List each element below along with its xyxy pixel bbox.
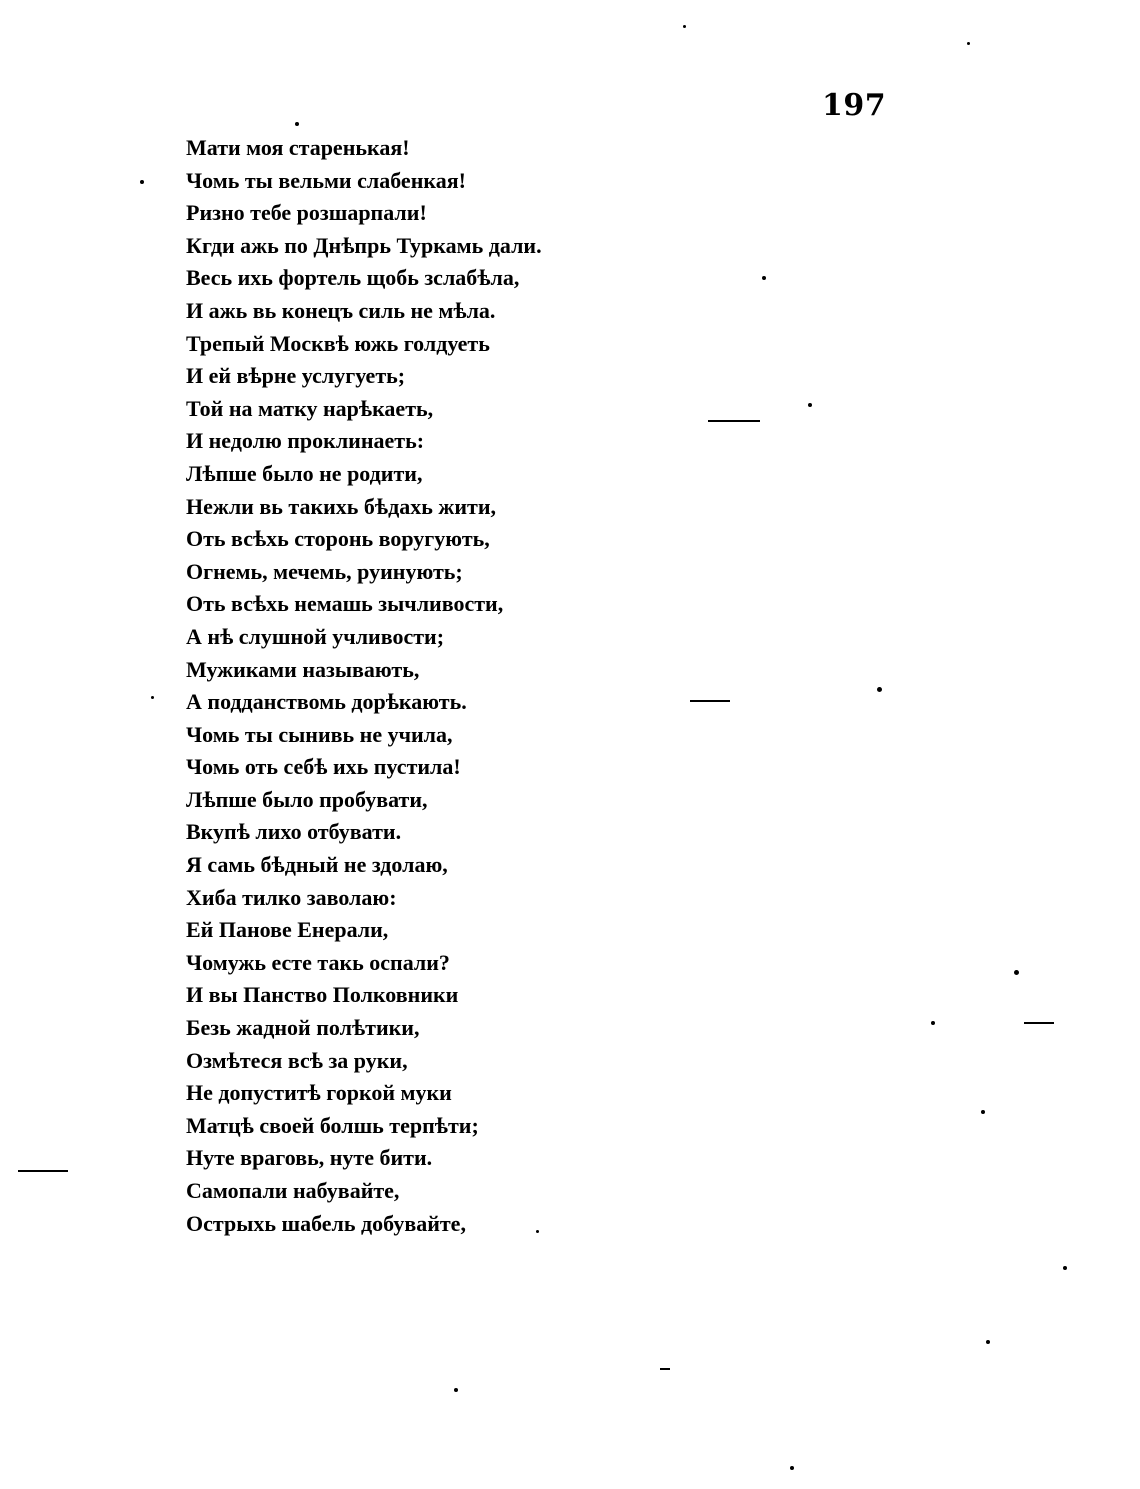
poem-line: И вы Панство Полковники: [186, 982, 459, 1008]
scan-dash: [18, 1170, 68, 1172]
poem-line: Кгди ажь по Днѣпрь Туркамь дали.: [186, 232, 542, 258]
scan-dash: [708, 420, 760, 422]
scan-speck: [931, 1021, 935, 1025]
scan-speck: [295, 122, 299, 126]
poem-line: И ей вѣрне услугуеть;: [186, 363, 406, 389]
poem-line: Оть всѣхь немашь зычливости,: [186, 591, 504, 617]
scan-speck: [1014, 970, 1019, 975]
scan-speck: [762, 276, 766, 280]
poem-line: А подданствомь дорѣкають.: [186, 689, 467, 715]
scan-speck: [454, 1388, 458, 1392]
poem-line: Самопали набувайте,: [186, 1178, 400, 1203]
scan-speck: [140, 180, 144, 184]
poem-line: Лѣпше было пробувати,: [186, 786, 428, 812]
scan-speck: [877, 687, 882, 692]
poem-line: Чомь оть себѣ ихь пустила!: [186, 754, 461, 780]
poem-line: Ей Панове Енерали,: [186, 917, 389, 943]
poem-line: Ризно тебе розшарпали!: [186, 200, 427, 226]
poem-line: Лѣпше было не родити,: [186, 460, 423, 486]
poem-line: Оть всѣхь сторонь воругують,: [186, 526, 490, 552]
scan-speck: [536, 1230, 539, 1233]
poem-line: И недолю проклинаеть:: [186, 428, 425, 454]
poem-line: Чомь ты сынивь не учила,: [186, 721, 453, 747]
scan-speck: [981, 1110, 985, 1114]
scan-speck: [986, 1340, 990, 1344]
scan-speck: [967, 42, 970, 45]
scan-dash: [690, 700, 730, 702]
poem-line: Матцѣ своей болшь терпѣти;: [186, 1112, 479, 1138]
poem-line: Вкупѣ лихо отбувати.: [186, 819, 402, 845]
scan-speck: [790, 1466, 794, 1470]
poem-line: Я самь бѣдный не здолаю,: [186, 852, 448, 878]
scan-speck: [683, 25, 686, 28]
poem-text: [186, 132, 542, 1240]
scan-dash: [660, 1368, 670, 1370]
poem-line: Острыхь шабель добувайте,: [186, 1210, 466, 1236]
poem-line: Той на матку нарѣкаеть,: [186, 395, 434, 421]
poem-line: Не допуститѣ горкой муки: [186, 1080, 452, 1106]
poem-line: Трепый Москвѣ южь голдуеть: [186, 330, 490, 356]
page-number: 197: [822, 88, 887, 123]
poem-line: Нежли вь такихь бѣдахь жити,: [186, 493, 496, 519]
poem-line: Безь жадной полѣтики,: [186, 1015, 420, 1041]
scan-speck: [808, 403, 812, 407]
poem-line: Весь ихь фортель щобь зслабѣла,: [186, 265, 520, 291]
poem-line: А нѣ слушной учливости;: [186, 623, 445, 649]
poem-line: Мужиками называють,: [186, 656, 420, 682]
poem-line: Хиба тилко заволаю:: [186, 884, 397, 910]
poem-line: И ажь вь конецъ силь не мѣла.: [186, 297, 496, 323]
poem-line: Мати моя старенькая!: [186, 135, 410, 160]
scan-dash: [1024, 1022, 1054, 1024]
poem-line: Нуте враговь, нуте бити.: [186, 1145, 433, 1171]
poem-line: Огнемь, мечемь, руинують;: [186, 558, 463, 584]
scan-speck: [151, 696, 154, 699]
poem-line: Чомь ты вельми слабенкая!: [186, 167, 466, 193]
scan-speck: [1063, 1266, 1067, 1270]
poem-line: Озмѣтеся всѣ за руки,: [186, 1047, 408, 1073]
poem-line: Чомужь есте такь оспали?: [186, 949, 450, 975]
